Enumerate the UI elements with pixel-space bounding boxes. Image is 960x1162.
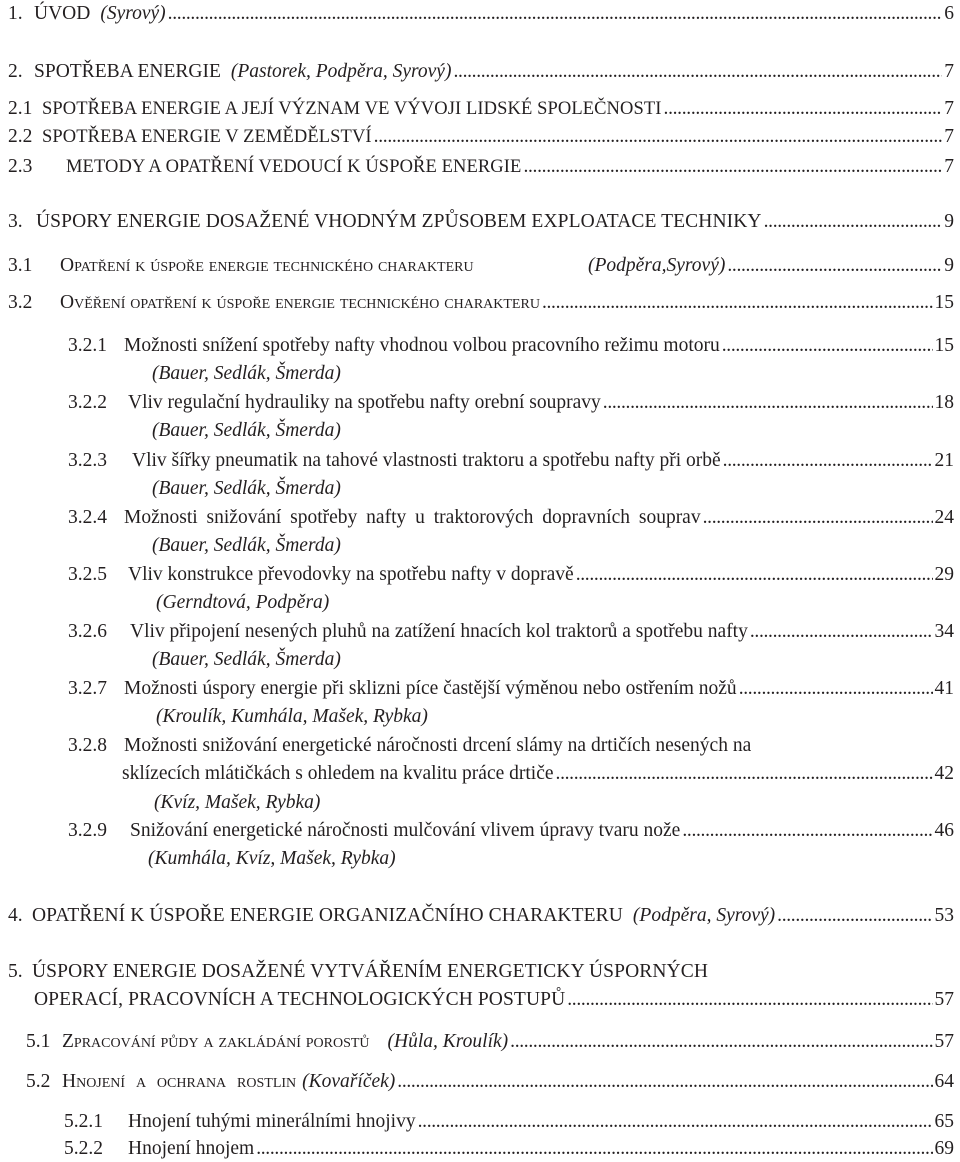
entry-number: 2.3 (8, 156, 33, 177)
entry-title: SPOTŘEBA ENERGIE A JEJÍ VÝZNAM VE VÝVOJI LIDSKÉ SPOLEČNOSTI (42, 99, 662, 119)
dot-leader (418, 1112, 933, 1132)
entry-title: Možnosti snížení spotřeby nafty vhodnou volbou pracovního režimu motoru (124, 335, 720, 356)
entry-number: 2. (8, 61, 23, 82)
entry-page: 65 (934, 1111, 954, 1132)
entry-title: ÚSPORY ENERGIE DOSAŽENÉ VHODNÝM ZPŮSOBEM EXPLOATACE TECHNIKY (36, 211, 762, 232)
entry-number: 2.2 (8, 126, 33, 147)
dot-leader (777, 906, 932, 926)
dot-leader (682, 821, 932, 841)
entry-title: Hnojení a ochrana rostlin (62, 1071, 297, 1092)
entry-number: 3.2.3 (68, 450, 107, 471)
entry-page: 7 (944, 126, 954, 147)
entry-authors: (Podpěra, Syrový) (632, 905, 776, 926)
dot-leader (603, 393, 933, 413)
entry-page: 41 (934, 678, 954, 699)
entry-page: 9 (944, 255, 954, 276)
toc-entry[interactable] (8, 157, 954, 177)
entry-page: 69 (934, 1138, 954, 1159)
entry-authors: (Syrový) (100, 3, 166, 24)
toc-entry[interactable] (68, 821, 954, 841)
dot-leader (664, 99, 943, 119)
toc-entry[interactable] (68, 565, 954, 585)
entry-title: OPATŘENÍ K ÚSPOŘE ENERGIE ORGANIZAČNÍHO CHARAKTERU (32, 905, 623, 926)
toc-entry[interactable] (8, 906, 954, 926)
entry-page: 7 (944, 98, 954, 119)
toc-entry-continuation[interactable] (122, 764, 954, 784)
entry-number: 1. (8, 3, 23, 24)
dot-leader (453, 62, 942, 82)
entry-number: 5. (8, 961, 23, 982)
dot-leader (542, 293, 933, 313)
toc-entry[interactable] (64, 1139, 954, 1159)
entry-number: 5.1 (26, 1031, 51, 1052)
dot-leader (703, 508, 933, 528)
entry-title-line2: sklízecích mlátičkách s ohledem na kvalitu práce drtiče (122, 763, 554, 784)
toc-entry[interactable] (68, 679, 954, 699)
entry-authors: (Kumhála, Kvíz, Mašek, Rybka) (148, 848, 396, 869)
entry-title: Možnosti snižování spotřeby nafty u traktorových dopravních souprav (124, 507, 701, 528)
entry-authors: (Kvíz, Mašek, Rybka) (154, 792, 321, 813)
dot-leader (727, 256, 942, 276)
toc-entry[interactable] (8, 127, 954, 147)
toc-entry[interactable] (8, 293, 954, 313)
entry-title: Snižování energetické náročnosti mulčování vlivem úpravy tvaru nože (130, 820, 681, 841)
entry-page: 42 (934, 763, 954, 784)
entry-authors: (Bauer, Sedlák, Šmerda) (152, 420, 341, 441)
entry-page: 7 (944, 61, 954, 82)
dot-leader (168, 4, 943, 24)
entry-authors: (Gerndtová, Podpěra) (156, 592, 330, 613)
entry-page: 6 (944, 3, 954, 24)
entry-title: ÚSPORY ENERGIE DOSAŽENÉ VYTVÁŘENÍM ENERGETICKY ÚSPORNÝCH (32, 961, 709, 982)
entry-title: Vliv konstrukce převodovky na spotřebu nafty v dopravě (128, 564, 574, 585)
entry-authors: (Bauer, Sedlák, Šmerda) (152, 478, 341, 499)
entry-page: 7 (944, 156, 954, 177)
toc-entry[interactable] (8, 212, 954, 232)
entry-authors: (Kovaříček) (302, 1071, 396, 1092)
entry-authors: (Bauer, Sedlák, Šmerda) (152, 363, 341, 384)
entry-page: 57 (934, 1031, 954, 1052)
entry-title: Hnojení hnojem (128, 1138, 255, 1159)
entry-number: 3.2.5 (68, 564, 107, 585)
entry-page: 18 (934, 392, 954, 413)
entry-page: 21 (934, 450, 954, 471)
toc-entry[interactable] (8, 4, 954, 24)
entry-title: Možnosti úspory energie při sklizni píce častější výměnou nebo ostřením nožů (124, 678, 737, 699)
entry-number: 3.2.2 (68, 392, 107, 413)
entry-number: 3.2.9 (68, 820, 107, 841)
entry-authors: (Pastorek, Podpěra, Syrový) (230, 61, 452, 82)
dot-leader (510, 1032, 932, 1052)
toc-entry[interactable] (68, 451, 954, 471)
toc-entry[interactable] (68, 393, 954, 413)
entry-title: Zpracování půdy a zakládání porostů (62, 1031, 370, 1052)
dot-leader (750, 622, 933, 642)
toc-entry[interactable] (64, 1112, 954, 1132)
entry-number: 3.2 (8, 292, 33, 313)
toc-entry[interactable] (8, 256, 954, 276)
entry-number: 3.2.7 (68, 678, 107, 699)
toc-entry[interactable] (68, 736, 954, 756)
entry-number: 4. (8, 905, 23, 926)
toc-entry-continuation[interactable] (34, 990, 954, 1010)
entry-page: 53 (934, 905, 954, 926)
entry-title: Opatření k úspoře energie technického charakteru (60, 255, 474, 276)
entry-page: 15 (934, 335, 954, 356)
dot-leader (374, 127, 943, 147)
entry-page: 29 (934, 564, 954, 585)
entry-number: 3.1 (8, 255, 33, 276)
dot-leader (567, 990, 932, 1010)
entry-number: 3. (8, 211, 23, 232)
entry-title: Ověření opatření k úspoře energie technického charakteru (60, 292, 540, 313)
entry-title: Hnojení tuhými minerálními hnojivy (128, 1111, 416, 1132)
dot-leader (397, 1072, 932, 1092)
dot-leader (556, 764, 933, 784)
entry-title: SPOTŘEBA ENERGIE V ZEMĚDĚLSTVÍ (42, 127, 372, 147)
entry-title-line2: OPERACÍ, PRACOVNÍCH A TECHNOLOGICKÝCH POSTUPŮ (34, 989, 566, 1010)
toc-entry[interactable] (8, 99, 954, 119)
toc-entry[interactable] (68, 622, 954, 642)
entry-page: 9 (944, 211, 954, 232)
entry-page: 64 (934, 1071, 954, 1092)
entry-page: 57 (934, 989, 954, 1010)
entry-page: 15 (934, 292, 954, 313)
entry-authors: (Podpěra,Syrový) (588, 255, 726, 276)
dot-leader (256, 1139, 932, 1159)
entry-number: 5.2.2 (64, 1138, 103, 1159)
toc-entry[interactable] (8, 62, 954, 82)
toc-entry[interactable] (8, 962, 954, 982)
entry-page: 46 (934, 820, 954, 841)
entry-number: 3.2.8 (68, 735, 107, 756)
toc-entry[interactable] (26, 1072, 954, 1092)
toc-entry[interactable] (26, 1032, 954, 1052)
entry-number: 2.1 (8, 98, 33, 119)
entry-number: 5.2 (26, 1071, 51, 1092)
entry-title: Vliv šířky pneumatik na tahové vlastnosti traktoru a spotřebu nafty při orbě (132, 450, 721, 471)
entry-authors: (Bauer, Sedlák, Šmerda) (152, 649, 341, 670)
entry-authors: (Kroulík, Kumhála, Mašek, Rybka) (156, 706, 428, 727)
dot-leader (722, 336, 933, 356)
dot-leader (739, 679, 933, 699)
entry-title: Vliv regulační hydrauliky na spotřebu nafty orební soupravy (128, 392, 601, 413)
entry-authors: (Hůla, Kroulík) (387, 1031, 509, 1052)
entry-number: 5.2.1 (64, 1111, 103, 1132)
dot-leader (576, 565, 933, 585)
entry-title: Vliv připojení nesených pluhů na zatížení hnacích kol traktorů a spotřebu nafty (130, 621, 748, 642)
toc-entry[interactable] (68, 336, 954, 356)
entry-title: ÚVOD (34, 3, 91, 24)
dot-leader (723, 451, 933, 471)
entry-number: 3.2.1 (68, 335, 107, 356)
entry-title: METODY A OPATŘENÍ VEDOUCÍ K ÚSPOŘE ENERGIE (66, 157, 522, 177)
entry-authors: (Bauer, Sedlák, Šmerda) (152, 535, 341, 556)
entry-page: 34 (934, 621, 954, 642)
entry-number: 3.2.6 (68, 621, 107, 642)
dot-leader (523, 157, 942, 177)
entry-title: SPOTŘEBA ENERGIE (34, 61, 221, 82)
toc-entry[interactable] (68, 508, 954, 528)
entry-title: Možnosti snižování energetické náročnosti drcení slámy na drtičích nesených na (124, 735, 752, 756)
entry-number: 3.2.4 (68, 507, 107, 528)
dot-leader (764, 212, 943, 232)
entry-page: 24 (934, 507, 954, 528)
